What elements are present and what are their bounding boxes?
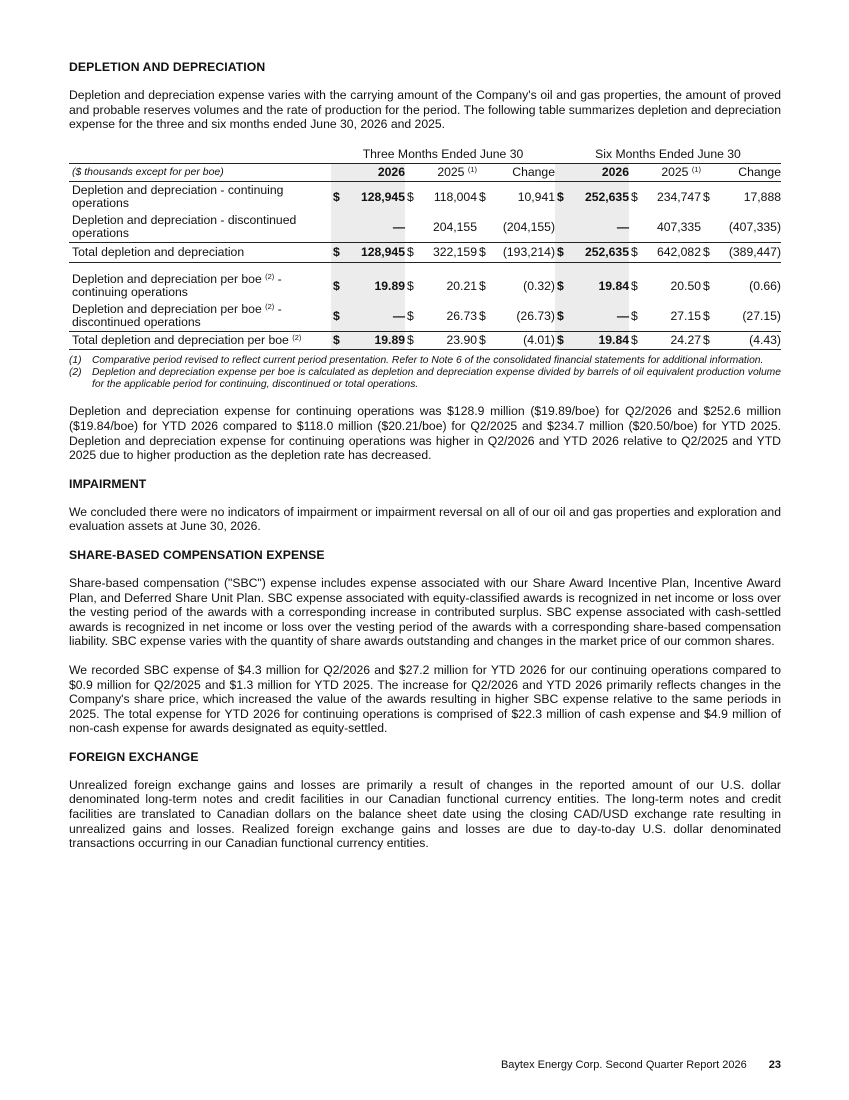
units-label: ($ thousands except for per boe) [69,163,331,181]
col-header-2026: 2026 [569,163,629,181]
col-header-2025: 2025 $^{(1)}$ [629,163,701,181]
table-group-header-row [69,146,781,164]
table-row: Depletion and depreciation - discontinued operations — 204,155 (204,155) — 407,335 (407,335) [69,212,781,243]
col-header-change: Change [477,163,555,181]
sbc-paragraph-2: We recorded SBC expense of $4.3 million for Q2/2026 and $27.2 million for YTD 2026 for our continuing operations compared to $0.9 million for Q2/2025 and $1.3 million for YTD 2025. The increase for Q2/2026 and YTD 2026 primarily reflects changes in the Company's share price, which increased the value of the awards resulting in higher SBC expense relative to the same periods in 2025. The total expense for YTD 2026 for continuing operations is comprised of $22.3 million of cash expense and $4.9 million of non-cash expense for awards designated as equity-settled. [69,662,781,736]
footer-report-title: Baytex Energy Corp. Second Quarter Report 2026 [500,1059,747,1071]
footnote: (1) Comparative period revised to reflect current period presentation. Refer to Note 6 of the consolidated financial statements for additional information. [69,354,764,366]
col-header-change: Change [701,163,781,181]
table-row-total: Total depletion and depreciation $ 128,945 $ 322,159 $ (193,214) $ 252,635 $ 642,082 $ (389,447) [69,242,781,262]
depletion-analysis-paragraph: Depletion and depreciation expense for continuing operations was $128.9 million ($19.89/boe) for Q2/2026 and $252.6 million ($19.84/boe) for YTD 2026 compared to $118.0 million ($20.21/boe) for Q2/2025 and $234.7 million ($20.50/boe) for YTD 2025. Depletion and depreciation expense for continuing operations was higher in Q2/2026 and YTD 2026 relative to Q2/2025 and YTD 2025 due to higher production as the depletion rate has decreased. [69,404,781,463]
table-row: Depletion and depreciation per boe $^{(2)}$ - continuing operations $ 19.89 $ 20.21 $ (0.32) $ 19.84 $ 20.50 $ (0.66) [72,271,781,299]
col-header-2026: 2026 [345,163,405,181]
sbc-paragraph-1: Share-based compensation ("SBC") expense includes expense associated with our Share Award Incentive Plan, Incentive Award Plan, and Deferred Share Unit Plan. SBC expense associated with equity-classified awards is recognized in net income or loss over the vesting period of the awards with a corresponding increase in contributed surplus. SBC expense associated with cash-settled awards is recognized in net income or loss over the vesting period of the awards with a corresponding share-based compensation liability. SBC expense varies with the quantity of share awards outstanding and changes in the market price of our common shares. [69,575,781,649]
section-heading-fx: FOREIGN EXCHANGE [69,749,199,764]
table-row: Depletion and depreciation - continuing operations $ 128,945 $ 118,004 $ 10,941 $ 252,635 $ 234,747 $ 17,888 [72,182,781,210]
page-footer [69,1059,781,1071]
impairment-paragraph: We concluded there were no indicators of impairment or impairment reversal on all of our oil and gas properties and exploration and evaluation assets at June 30, 2026. [69,504,781,534]
section-heading-sbc: SHARE-BASED COMPENSATION EXPENSE [69,547,325,562]
col-header-2025: 2025 $^{(1)}$ [405,163,477,181]
table-row-total: Total depletion and depreciation per boe $^{(2)}$ $ 19.89 $ 23.90 $ (4.01) $ 19.84 $ 24.27 $ (4.43) [69,331,781,349]
section-heading-depletion: DEPLETION AND DEPRECIATION [69,60,266,74]
document-page [69,60,781,865]
table-column-header-row [69,163,781,181]
table-footnotes [69,355,781,392]
section-heading-impairment: IMPAIRMENT [69,476,147,491]
group-header-six-months: Six Months Ended June 30 [595,147,741,162]
footnote: (2) Depletion and depreciation expense per boe is calculated as depletion and depreciation expense divided by barrels of oil equivalent production volume for the applicable period for continuing, discontinued or total operations. [69,366,781,391]
depletion-table [69,146,781,350]
page-number: 23 [768,1059,781,1071]
table-row: Depletion and depreciation per boe $^{(2)}$ - discontinued operations $ — $ 26.73 $ (26.73) $ — $ 27.15 $ (27.15) [69,301,781,332]
fx-paragraph: Unrealized foreign exchange gains and losses are primarily a result of changes in the reported amount of our U.S. dollar denominated long-term notes and credit facilities in our Canadian functional currency entities. The long-term notes and credit facilities are translated to Canadian dollars on the balance sheet date using the closing CAD/USD exchange rate resulting in unrealized gains and losses. Realized foreign exchange gains and losses are due to day-to-day U.S. dollar denominated transactions occurring in our Canadian functional currency entities. [69,777,781,851]
group-header-three-months: Three Months Ended June 30 [362,147,524,162]
depletion-intro-paragraph: Depletion and depreciation expense varies with the carrying amount of the Company's oil and gas properties, the amount of proved and probable reserves volumes and the rate of production for the period. The following table summarizes depletion and depreciation expense for the three and six months ended June 30, 2026 and 2025. [69,88,781,132]
